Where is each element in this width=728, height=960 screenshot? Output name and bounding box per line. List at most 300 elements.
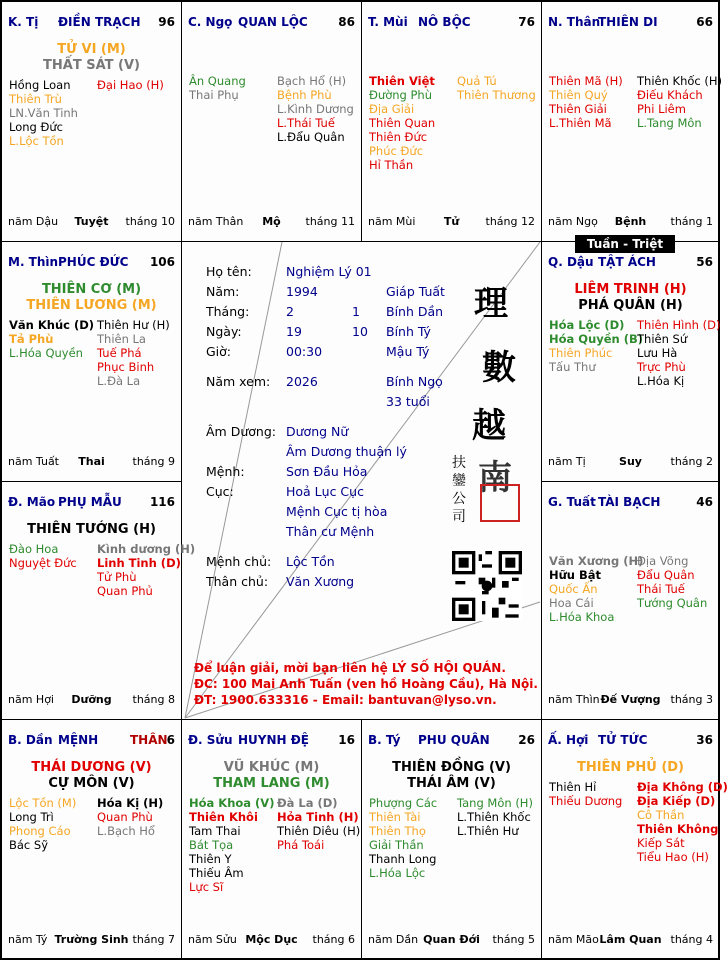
minor-star: Hồng Loan: [9, 78, 71, 92]
value-menh: Sơn Đầu Hỏa: [286, 464, 368, 479]
minor-star: Tử Phù: [97, 570, 137, 584]
minor-star: L.Hóa Lộc: [369, 866, 426, 880]
calligraphy-char-2: 數: [482, 348, 516, 388]
palace-branch: C. Ngọ: [188, 15, 233, 29]
star-column-right: [97, 78, 164, 92]
palace-header: [368, 15, 535, 31]
palace-number: 6: [166, 733, 175, 747]
palace-mui: [362, 2, 542, 242]
star-column-right: [637, 780, 728, 864]
minor-star: Điếu Khách: [637, 88, 703, 102]
minor-star: Đường Phù: [369, 88, 432, 102]
main-stars: [2, 760, 181, 792]
minor-star: Hóa Kị (H): [97, 796, 164, 810]
small-char-2: 鑾: [452, 473, 466, 489]
star-column-right: [637, 74, 722, 130]
minor-star: Nguyệt Đức: [9, 556, 77, 570]
minor-star: Tướng Quân: [637, 596, 708, 610]
main-stars: [2, 42, 181, 74]
palace-footer: [8, 455, 175, 469]
value-cuc-1: Hoả Lục Cục: [286, 484, 364, 499]
footer-month: tháng 12: [485, 215, 535, 228]
value-day-lunar: 10: [352, 324, 368, 339]
star-column-right: [637, 554, 707, 610]
palace-footer: [8, 215, 175, 229]
value-view-can: Bính Ngọ: [386, 374, 443, 389]
palace-footer: [548, 215, 713, 229]
star-column-left: [9, 542, 77, 570]
value-year: 1994: [286, 284, 318, 299]
star-column-right: [457, 74, 536, 102]
main-star: CỰ MÔN (V): [48, 776, 135, 791]
label-cuc: Cục:: [206, 484, 234, 499]
footer-year: năm Tuất: [8, 455, 59, 468]
minor-star: Thiên Quý: [549, 88, 608, 102]
palace-hoi: [542, 720, 728, 960]
contact-line-1: Để luận giải, mời bạn liên hệ LÝ SỐ HỘI QUÁN.: [194, 661, 506, 675]
minor-star: Long Đức: [9, 120, 64, 134]
value-day: 19: [286, 324, 302, 339]
minor-star: Văn Khúc (D): [9, 318, 95, 332]
minor-star: Thiên Hỉ: [549, 780, 597, 794]
main-star: THIÊN TƯỚNG (H): [27, 522, 156, 537]
minor-star: Thiên Thọ: [369, 824, 426, 838]
palace-than-mark: THÂN: [130, 733, 168, 747]
star-column-left: [369, 74, 435, 172]
minor-star: Phượng Các: [369, 796, 438, 810]
palace-header: [8, 733, 175, 749]
main-star: THIÊN CƠ (M): [41, 282, 142, 297]
minor-star: Đẩu Quân: [637, 568, 695, 582]
star-column-left: [189, 74, 246, 102]
minor-star: Thiếu Âm: [189, 866, 244, 880]
minor-star: L.Thiên Mã: [549, 116, 612, 130]
palace-branch: K. Tị: [8, 15, 39, 29]
palace-branch: B. Tý: [368, 733, 401, 747]
minor-star: Văn Xương (H): [549, 554, 644, 568]
footer-month: tháng 7: [132, 933, 175, 946]
minor-star: Hóa Quyền (B): [549, 332, 644, 346]
main-star: THIÊN ĐỒNG (V): [392, 760, 511, 775]
palace-number: 26: [518, 733, 535, 747]
minor-star: Thiên Hình (D): [637, 318, 721, 332]
contact-block: [194, 660, 538, 708]
palace-footer: [368, 215, 535, 229]
value-day-can: Bính Tý: [386, 324, 431, 339]
minor-star: Thiên Không: [637, 822, 719, 836]
main-star: PHÁ QUÂN (H): [578, 298, 683, 313]
minor-star: Lực Sĩ: [189, 880, 224, 894]
main-stars: [182, 760, 361, 792]
palace-branch: N. Thân: [548, 15, 601, 29]
palace-footer: [8, 693, 175, 707]
star-column-left: [549, 318, 643, 374]
main-star: THÁI DƯƠNG (V): [31, 760, 152, 775]
minor-star: Linh Tinh (D): [97, 556, 181, 570]
palace-name: THIÊN DI: [598, 15, 658, 29]
minor-star: L.Tang Môn: [637, 116, 702, 130]
footer-phase: Bệnh: [614, 215, 647, 228]
palace-than: [542, 2, 720, 242]
footer-year: năm Sửu: [188, 933, 237, 946]
palace-name: TÀI BẠCH: [598, 495, 661, 509]
palace-branch: Ấ. Hợi: [548, 733, 589, 747]
minor-star: L.Kình Dương: [277, 102, 354, 116]
footer-year: năm Ngọ: [548, 215, 598, 228]
minor-star: Thiên Quan: [369, 116, 436, 130]
minor-star: Địa Kiếp (D): [637, 794, 716, 808]
palace-header: [8, 495, 175, 511]
value-am-duong-1: Dương Nữ: [286, 424, 349, 439]
footer-phase: Mộ: [262, 215, 281, 228]
star-column-right: [637, 318, 720, 388]
palace-name: NÔ BỘC: [418, 15, 471, 29]
value-hour: 00:30: [286, 344, 323, 359]
palace-name: TẬT ÁCH: [598, 255, 656, 269]
label-name: Họ tên:: [206, 264, 252, 279]
palace-footer: [188, 215, 355, 229]
footer-phase: Quan Đới: [423, 933, 480, 946]
minor-star: Bạch Hổ (H): [277, 74, 347, 88]
minor-star: Phúc Đức: [369, 144, 424, 158]
minor-star: L.Lộc Tồn: [9, 134, 64, 148]
minor-star: Địa Không (D): [637, 780, 728, 794]
minor-star: Thiên Việt: [369, 74, 435, 88]
minor-star: Lộc Tồn (M): [9, 796, 77, 810]
tuan-triet-badge: Tuần - Triệt: [575, 235, 675, 253]
minor-star: L.Đẩu Quân: [277, 130, 345, 144]
minor-star: Phục Binh: [97, 360, 155, 374]
footer-month: tháng 11: [305, 215, 355, 228]
palace-dan: [2, 720, 182, 960]
calligraphy-char-3: 越: [472, 406, 506, 446]
palace-header: [188, 15, 355, 31]
minor-star: Thiên Trù: [9, 92, 62, 106]
footer-month: tháng 10: [125, 215, 175, 228]
palace-branch: G. Tuất: [548, 495, 596, 509]
star-column-left: [369, 796, 437, 880]
footer-month: tháng 5: [492, 933, 535, 946]
footer-phase: Tử: [443, 215, 460, 228]
footer-month: tháng 2: [670, 455, 713, 468]
minor-star: Thiên Sứ: [637, 332, 688, 346]
value-hour-can: Mậu Tý: [386, 344, 430, 359]
main-star: THIÊN PHỦ (D): [576, 760, 685, 775]
label-am-duong: Âm Dương:: [206, 424, 276, 439]
minor-star: Giải Thần: [369, 838, 424, 852]
value-month-lunar: 1: [352, 304, 360, 319]
minor-star: Bát Tọa: [189, 838, 234, 852]
minor-star: L.Hóa Kị: [637, 374, 685, 388]
minor-star: Ân Quang: [189, 74, 246, 88]
center-info-panel: [182, 242, 542, 720]
footer-phase: Tuyệt: [74, 215, 109, 228]
main-star: LIÊM TRINH (H): [574, 282, 687, 297]
palace-number: 106: [149, 255, 175, 269]
minor-star: Thai Phụ: [189, 88, 239, 102]
minor-star: Thiên Hư (H): [97, 318, 170, 332]
palace-name: MỆNH: [58, 733, 99, 747]
main-stars: [2, 522, 181, 538]
minor-star: Địa Giải: [369, 102, 415, 116]
minor-star: Đà La (D): [277, 796, 338, 810]
value-than-chu: Văn Xương: [286, 574, 355, 589]
red-seal: [480, 484, 520, 522]
footer-phase: Mộc Dục: [245, 933, 298, 946]
minor-star: Phong Cáo: [9, 824, 71, 838]
minor-star: Tang Môn (H): [457, 796, 533, 810]
palace-tuat: [542, 482, 720, 720]
minor-star: L.Hóa Quyền: [9, 346, 83, 360]
palace-footer: [548, 693, 713, 707]
minor-star: Cô Thần: [637, 808, 685, 822]
minor-star: Hoa Cái: [549, 596, 594, 610]
main-star: THIÊN LƯƠNG (M): [26, 298, 157, 313]
footer-phase: Lâm Quan: [599, 933, 662, 946]
palace-header: [548, 495, 713, 511]
palace-footer: [188, 933, 355, 947]
minor-star: Phi Liêm: [637, 102, 686, 116]
qr-code-icon[interactable]: [452, 551, 522, 621]
label-view-year: Năm xem:: [206, 374, 271, 389]
value-cuc-3: Thân cư Mệnh: [286, 524, 375, 539]
main-star: TỬ VI (M): [57, 42, 126, 57]
small-char-3: 公: [452, 491, 466, 507]
minor-star: Thiên Thương: [457, 88, 536, 102]
minor-star: Tuế Phá: [97, 346, 142, 360]
contact-line-2: ĐC: 100 Mai Anh Tuấn (ven hồ Hoàng Cầu), Hà Nội.: [194, 677, 538, 691]
footer-phase: Trường Sinh: [54, 933, 129, 946]
minor-star: Phá Toái: [277, 838, 325, 852]
minor-star: Tả Phù: [9, 332, 54, 346]
minor-star: L.Thái Tuế: [277, 116, 335, 130]
palace-name: PHỤ MẪU: [58, 495, 122, 509]
minor-star: Thanh Long: [369, 852, 437, 866]
main-star: VŨ KHÚC (M): [223, 760, 320, 775]
minor-star: LN.Văn Tinh: [9, 106, 78, 120]
star-column-right: [457, 796, 533, 838]
value-menh-chu: Lộc Tồn: [286, 554, 335, 569]
footer-year: năm Tý: [8, 933, 48, 946]
minor-star: Quan Phù: [97, 810, 153, 824]
minor-star: Hóa Khoa (V): [189, 796, 275, 810]
star-column-right: [277, 74, 354, 144]
footer-year: năm Mão: [548, 933, 599, 946]
minor-star: L.Hóa Khoa: [549, 610, 615, 624]
footer-year: năm Dần: [368, 933, 419, 946]
palace-footer: [548, 455, 713, 469]
minor-star: L.Đà La: [97, 374, 141, 388]
palace-number: 66: [696, 15, 713, 29]
contact-line-3[interactable]: ĐT: 1900.633316 - Email: bantuvan@lyso.vn.: [194, 693, 497, 707]
palace-number: 16: [338, 733, 355, 747]
value-age: 33 tuổi: [386, 394, 430, 409]
star-column-left: [549, 74, 623, 130]
main-star: THÁI ÂM (V): [407, 776, 496, 791]
minor-star: Tam Thai: [189, 824, 241, 838]
palace-ngo: [182, 2, 362, 242]
footer-month: tháng 1: [670, 215, 713, 228]
minor-star: Thiên Y: [189, 852, 232, 866]
label-hour: Giờ:: [206, 344, 232, 359]
palace-header: [8, 15, 175, 31]
palace-footer: [368, 933, 535, 947]
palace-number: 116: [149, 495, 175, 509]
label-menh: Mệnh:: [206, 464, 245, 479]
palace-branch: Q. Dậu: [548, 255, 594, 269]
footer-month: tháng 3: [670, 693, 713, 706]
minor-star: Hữu Bật: [549, 568, 602, 582]
palace-name: TỬ TỨC: [598, 733, 648, 747]
palace-name: HUYNH ĐỆ: [238, 733, 309, 747]
palace-branch: Đ. Mão: [8, 495, 56, 509]
footer-phase: Thai: [78, 455, 105, 468]
minor-star: Lưu Hà: [637, 346, 678, 360]
minor-star: Kình dương (H): [97, 542, 196, 556]
palace-name: PHÚC ĐỨC: [58, 255, 129, 269]
value-cuc-2: Mệnh Cục tị hòa: [286, 504, 388, 519]
minor-star: Hóa Lộc (D): [549, 318, 625, 332]
small-char-4: 司: [452, 509, 466, 525]
footer-year: năm Dậu: [8, 215, 59, 228]
footer-phase: Dưỡng: [71, 693, 112, 706]
star-column-left: [9, 318, 94, 360]
label-menh-chu: Mệnh chủ:: [206, 554, 272, 569]
minor-star: Bệnh Phù: [277, 88, 332, 102]
palace-dau: [542, 242, 720, 482]
star-column-left: [549, 780, 622, 808]
minor-star: Thiên Tài: [369, 810, 421, 824]
palace-number: 46: [696, 495, 713, 509]
footer-month: tháng 8: [132, 693, 175, 706]
main-star: THAM LANG (M): [213, 776, 330, 791]
palace-header: [548, 733, 713, 749]
minor-star: Tấu Thư: [549, 360, 596, 374]
minor-star: L.Thiên Khốc: [457, 810, 531, 824]
value-month: 2: [286, 304, 294, 319]
minor-star: Long Trì: [9, 810, 54, 824]
minor-star: L.Thiên Hư: [457, 824, 519, 838]
minor-star: Thiên Đức: [369, 130, 428, 144]
main-stars: [362, 760, 541, 792]
minor-star: Thiên Khốc (H): [637, 74, 722, 88]
palace-footer: [8, 933, 175, 947]
minor-star: Thiên Phúc: [549, 346, 613, 360]
footer-month: tháng 6: [312, 933, 355, 946]
minor-star: Quốc Ấn: [549, 582, 598, 596]
value-view-year: 2026: [286, 374, 318, 389]
label-year: Năm:: [206, 284, 240, 299]
star-column-left: [189, 796, 274, 894]
palace-branch: M. Thìn: [8, 255, 59, 269]
calligraphy-char-1: 理: [474, 284, 508, 324]
palace-ti: [2, 2, 182, 242]
calligraphy-char-4: 南: [478, 458, 512, 498]
minor-star: Tiểu Hao (H): [637, 850, 709, 864]
palace-number: 86: [338, 15, 355, 29]
star-column-right: [97, 542, 195, 598]
star-column-left: [9, 796, 76, 852]
star-column-right: [97, 318, 170, 388]
value-month-can: Bính Dần: [386, 304, 444, 319]
palace-ty: [362, 720, 542, 960]
value-am-duong-2: Âm Dương thuận lý: [286, 444, 407, 459]
minor-star: L.Bạch Hổ: [97, 824, 155, 838]
small-char-1: 扶: [452, 455, 466, 471]
main-stars: [542, 282, 719, 314]
palace-name: QUAN LỘC: [238, 15, 308, 29]
footer-month: tháng 4: [670, 933, 713, 946]
star-column-right: [277, 796, 360, 852]
minor-star: Thiên Mã (H): [549, 74, 623, 88]
footer-year: năm Hợi: [8, 693, 54, 706]
minor-star: Thiếu Dương: [549, 794, 623, 808]
value-name: Nghiệm Lý 01: [286, 264, 372, 279]
palace-header: [8, 255, 175, 271]
star-column-left: [549, 554, 643, 624]
main-stars: [542, 760, 719, 776]
minor-star: Bác Sỹ: [9, 838, 49, 852]
label-day: Ngày:: [206, 324, 242, 339]
footer-year: năm Mùi: [368, 215, 416, 228]
palace-number: 96: [158, 15, 175, 29]
palace-thin: [2, 242, 182, 482]
minor-star: Thiên Giải: [549, 102, 607, 116]
palace-branch: T. Mùi: [368, 15, 408, 29]
palace-number: 36: [696, 733, 713, 747]
footer-year: năm Thân: [188, 215, 244, 228]
palace-header: [548, 255, 713, 271]
minor-star: Thái Tuế: [637, 582, 685, 596]
palace-header: [548, 15, 713, 31]
footer-phase: Đế Vượng: [600, 693, 661, 706]
minor-star: Địa Võng: [637, 554, 689, 568]
palace-mao: [2, 482, 196, 720]
star-column-left: [9, 78, 78, 148]
minor-star: Kiếp Sát: [637, 836, 685, 850]
footer-year: năm Thìn: [548, 693, 600, 706]
palace-branch: Đ. Sửu: [188, 733, 233, 747]
palace-number: 76: [518, 15, 535, 29]
palace-footer: [548, 933, 713, 947]
minor-star: Hỏa Tinh (H): [277, 810, 359, 824]
minor-star: Đại Hao (H): [97, 78, 164, 92]
footer-month: tháng 9: [132, 455, 175, 468]
palace-name: ĐIỀN TRẠCH: [58, 15, 141, 29]
minor-star: Đào Hoa: [9, 542, 59, 556]
label-than-chu: Thân chủ:: [206, 574, 269, 589]
footer-year: năm Tị: [548, 455, 586, 468]
minor-star: Thiên Diêu (H): [277, 824, 361, 838]
minor-star: Hỉ Thần: [369, 158, 414, 172]
minor-star: Quan Phủ: [97, 584, 153, 598]
minor-star: Thiên Khôi: [189, 810, 258, 824]
main-stars: [2, 282, 181, 314]
palace-header: [188, 733, 355, 749]
palace-header: [368, 733, 535, 749]
footer-phase: Suy: [619, 455, 642, 468]
minor-star: Trực Phù: [637, 360, 686, 374]
palace-number: 56: [696, 255, 713, 269]
star-column-right: [97, 796, 163, 838]
value-year-can: Giáp Tuất: [386, 284, 445, 299]
palace-name: PHU QUÂN: [418, 733, 490, 747]
label-month: Tháng:: [206, 304, 250, 319]
minor-star: Thiên La: [97, 332, 146, 346]
main-star: THẤT SÁT (V): [43, 58, 140, 73]
minor-star: Quả Tú: [457, 74, 497, 88]
palace-suu: [182, 720, 362, 960]
